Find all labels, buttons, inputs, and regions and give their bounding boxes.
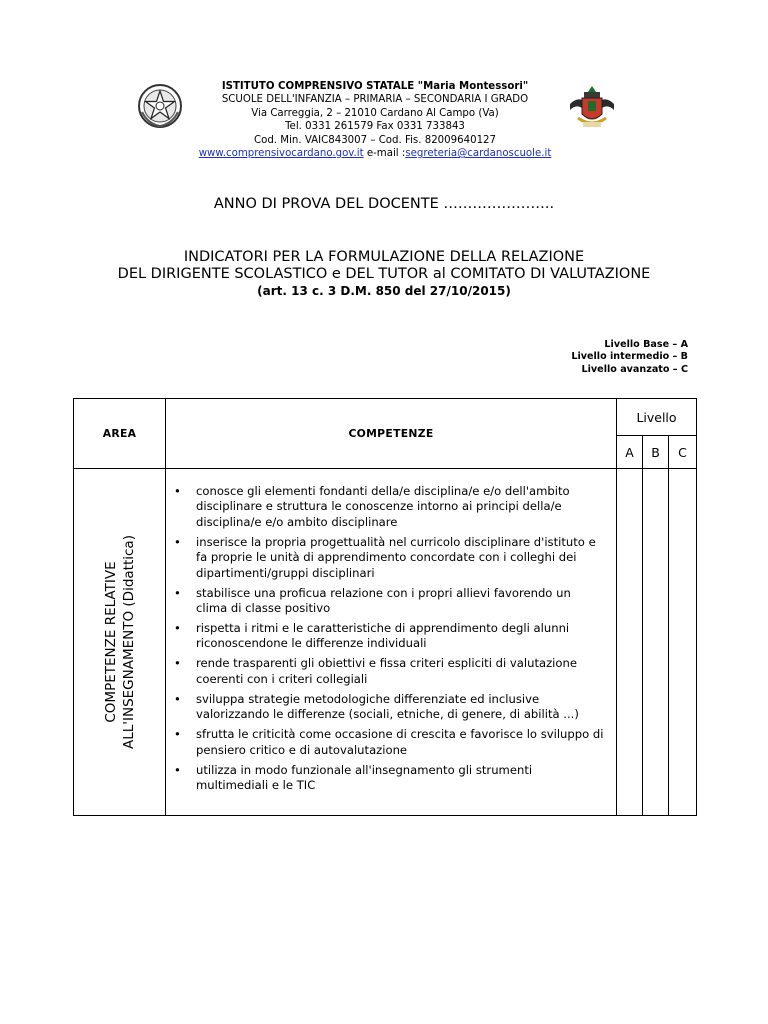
school-address: Via Carreggia, 2 – 21010 Cardano Al Campo (Va) [251, 107, 499, 119]
competence-item [172, 621, 604, 652]
competence-text: conosce gli elementi fondanti della/e disciplina/e e/o dell'ambito disciplinare e struttura le conoscenze intorno ai principi della/e disciplina/e e/o ambito disciplinare [196, 484, 570, 529]
competence-item [172, 692, 604, 723]
school-name: ISTITUTO COMPRENSIVO STATALE "Maria Montessori" [221, 81, 529, 92]
bullet-icon: • [174, 762, 181, 777]
level-a-header: A [617, 436, 643, 469]
subtitle-line-2: DEL DIRIGENTE SCOLASTICO e DEL TUTOR al COMITATO DI VALUTAZIONE [117, 266, 651, 282]
level-c-header: C [669, 436, 697, 469]
competenze-header: COMPETENZE [166, 399, 617, 469]
area-cell [74, 469, 166, 816]
subtitle-line-1: INDICATORI PER LA FORMULAZIONE DELLA RELAZIONE [183, 249, 585, 265]
competence-table [73, 398, 697, 816]
competence-text: inserisce la propria progettualità nel curricolo disciplinare d'istituto e fa proprie le unità di apprendimento concordate con i colleghi dei dipartimenti/gruppi disciplinari [196, 534, 596, 580]
competence-list [166, 469, 616, 793]
email-label: e-mail : [363, 148, 406, 160]
bullet-icon: • [174, 656, 181, 671]
competence-text: stabilisce una proficua relazione con i propri allievi favorendo un clima di classe positivo [196, 585, 571, 616]
website-link[interactable]: www.comprensivocardano.gov.it [198, 148, 364, 160]
competence-item [172, 763, 604, 794]
level-b-cell[interactable] [643, 469, 669, 816]
law-reference: (art. 13 c. 3 D.M. 850 del 27/10/2015) [257, 284, 511, 298]
level-legend-advanced: Livello avanzato – C [581, 363, 688, 375]
bullet-icon: • [174, 727, 181, 742]
competence-item [172, 484, 604, 530]
levels-legend [571, 339, 688, 376]
contact-line [190, 147, 560, 160]
competence-item [172, 586, 604, 617]
area-label-line-2: ALL'INSEGNAMENTO (Didattica) [120, 535, 137, 749]
email-link[interactable]: segreteria@cardanoscuole.it [405, 148, 552, 160]
level-legend-intermediate: Livello intermedio – B [571, 351, 688, 363]
bullet-icon: • [174, 534, 181, 549]
area-header: AREA [74, 399, 166, 469]
level-legend-base: Livello Base – A [604, 339, 688, 350]
bullet-icon: • [174, 621, 181, 636]
letterhead [0, 80, 768, 160]
municipal-crest-icon [568, 84, 616, 130]
competence-text: utilizza in modo funzionale all'insegnamento gli strumenti multimediali e le TIC [196, 762, 533, 793]
area-label-line-1: COMPETENZE RELATIVE [102, 561, 119, 723]
school-codes: Cod. Min. VAIC843007 – Cod. Fis. 82009640127 [253, 134, 497, 146]
competence-text: rispetta i ritmi e le caratteristiche di apprendimento degli alunni riconoscendone le differenze individuali [196, 621, 570, 651]
document-subtitle [0, 249, 768, 300]
level-c-cell[interactable] [669, 469, 697, 816]
livello-header: Livello [617, 399, 697, 436]
competence-item [172, 535, 604, 581]
competence-text: sviluppa strategie metodologiche differenziate ed inclusive valorizzando le differenze (sociali, etniche, di genere, di abilità ...) [196, 691, 579, 722]
bullet-icon: • [174, 691, 181, 706]
competence-text: rende trasparenti gli obiettivi e fissa criteri espliciti di valutazione coerenti con i criteri collegiali [196, 656, 577, 686]
level-b-header: B [643, 436, 669, 469]
school-header-text [190, 80, 560, 160]
document-title: ANNO DI PROVA DEL DOCENTE ………………….. [213, 196, 555, 212]
level-a-cell[interactable] [617, 469, 643, 816]
italian-republic-emblem-icon [136, 82, 184, 130]
competence-item [172, 656, 604, 687]
school-phone-fax: Tel. 0331 261579 Fax 0331 733843 [285, 121, 465, 133]
school-levels: SCUOLE DELL'INFANZIA – PRIMARIA – SECONDARIA I GRADO [221, 94, 529, 106]
area-label [102, 482, 138, 802]
competenze-cell [166, 469, 617, 816]
bullet-icon: • [174, 585, 181, 600]
competence-item [172, 727, 604, 758]
competence-text: sfrutta le criticità come occasione di crescita e favorisce lo sviluppo di pensiero critico e di autovalutazione [196, 727, 604, 757]
bullet-icon: • [174, 484, 181, 498]
